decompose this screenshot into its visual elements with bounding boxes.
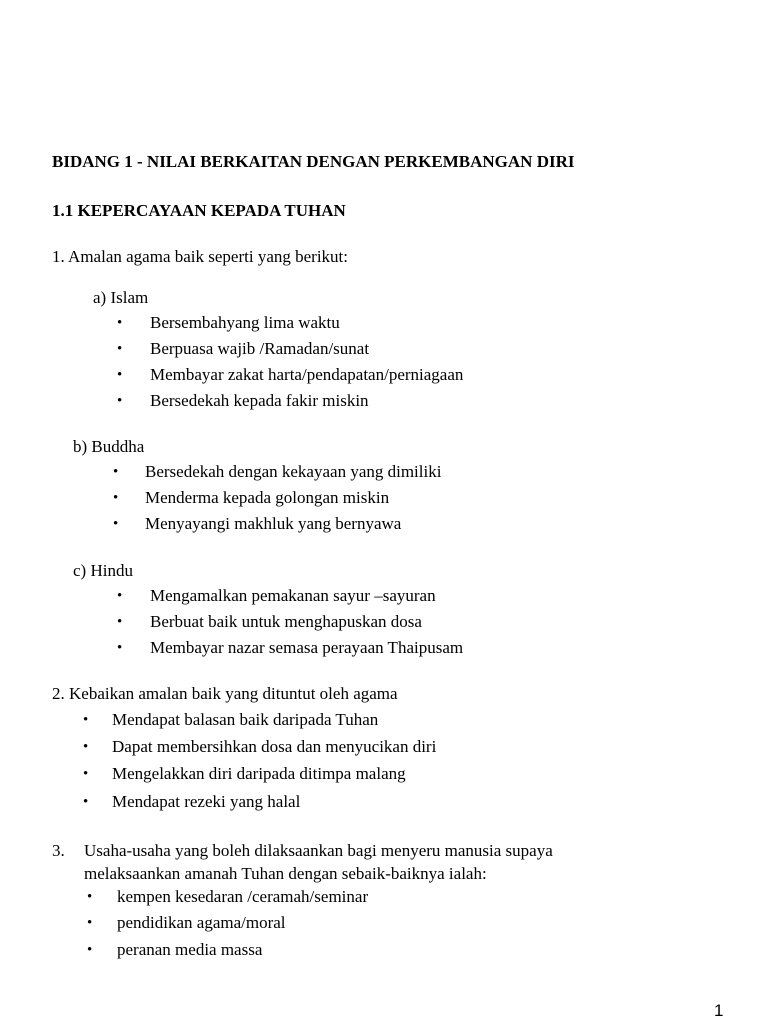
list-item: Bersembahyang lima waktu xyxy=(150,313,340,332)
section-1-title: 1. Amalan agama baik seperti yang berikut: xyxy=(52,247,348,266)
bullet-icon: • xyxy=(117,393,123,409)
bullet-icon: • xyxy=(113,490,119,506)
bullet-icon: • xyxy=(87,942,93,958)
hindu-label: c) Hindu xyxy=(73,561,133,580)
bullet-icon: • xyxy=(117,614,123,630)
list-item: Menderma kepada golongan miskin xyxy=(145,488,390,507)
bullet-icon: • xyxy=(113,464,119,480)
bullet-icon: • xyxy=(113,516,119,532)
bullet-icon: • xyxy=(117,315,123,331)
bullet-icon: • xyxy=(83,794,89,810)
list-item: Mengamalkan pemakanan sayur –sayuran xyxy=(150,586,436,605)
list-item: Bersedekah dengan kekayaan yang dimiliki xyxy=(145,462,442,481)
bullet-icon: • xyxy=(117,588,123,604)
section-3-title-line-2: melaksaankan amanah Tuhan dengan sebaik-baiknya ialah: xyxy=(84,864,487,883)
list-item: Mendapat balasan baik daripada Tuhan xyxy=(112,710,379,729)
list-item: Menyayangi makhluk yang bernyawa xyxy=(145,514,402,533)
section-subheading: 1.1 KEPERCAYAAN KEPADA TUHAN xyxy=(52,201,346,220)
list-item: Membayar zakat harta/pendapatan/perniagaan xyxy=(150,365,464,384)
list-item: Berpuasa wajib /Ramadan/sunat xyxy=(150,339,370,358)
bullet-icon: • xyxy=(83,766,89,782)
list-item: Membayar nazar semasa perayaan Thaipusam xyxy=(150,638,464,657)
list-item: Berbuat baik untuk menghapuskan dosa xyxy=(150,612,422,631)
buddha-label: b) Buddha xyxy=(73,437,145,456)
page-heading: BIDANG 1 - NILAI BERKAITAN DENGAN PERKEMBANGAN DIRI xyxy=(52,152,575,171)
section-3-title-line-1: Usaha-usaha yang boleh dilaksaankan bagi menyeru manusia supaya xyxy=(84,841,553,860)
bullet-icon: • xyxy=(117,367,123,383)
list-item: Bersedekah kepada fakir miskin xyxy=(150,391,369,410)
bullet-icon: • xyxy=(83,739,89,755)
list-item: pendidikan agama/moral xyxy=(117,913,286,932)
bullet-icon: • xyxy=(87,915,93,931)
bullet-icon: • xyxy=(87,889,93,905)
list-item: Mendapat rezeki yang halal xyxy=(112,792,301,811)
bullet-icon: • xyxy=(117,640,123,656)
list-item: kempen kesedaran /ceramah/seminar xyxy=(117,887,369,906)
islam-label: a) Islam xyxy=(93,288,149,307)
list-item: Dapat membersihkan dosa dan menyucikan diri xyxy=(112,737,437,756)
bullet-icon: • xyxy=(117,341,123,357)
section-3-number: 3. xyxy=(52,841,65,860)
list-item: peranan media massa xyxy=(117,940,263,959)
list-item: Mengelakkan diri daripada ditimpa malang xyxy=(112,764,406,783)
page-number: 1 xyxy=(714,1001,724,1020)
bullet-icon: • xyxy=(83,712,89,728)
section-2-title: 2. Kebaikan amalan baik yang dituntut oleh agama xyxy=(52,684,398,703)
